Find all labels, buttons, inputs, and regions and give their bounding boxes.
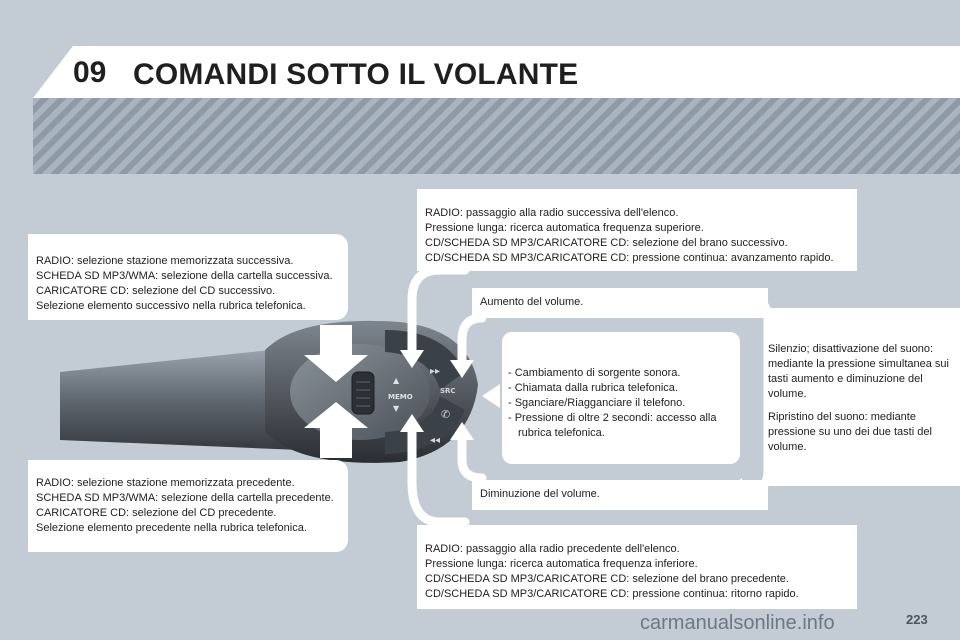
text-line: Selezione elemento precedente nella rubrica telefonica. [36, 522, 307, 534]
text-line: RADIO: passaggio alla radio successiva dell'elenco. [425, 207, 679, 219]
text-line: RADIO: selezione stazione memorizzata precedente. [36, 477, 295, 489]
svg-text:▼: ▼ [393, 404, 400, 413]
svg-text:SRC: SRC [440, 387, 456, 395]
svg-text:◂◂: ◂◂ [430, 435, 441, 446]
stalk-shaft [60, 348, 300, 450]
text-line: SCHEDA SD MP3/WMA: selezione della cartella successiva. [36, 270, 333, 282]
text-line: - Pressione di oltre 2 secondi: accesso alla rubrica telefonica. [508, 412, 717, 439]
text-line: SCHEDA SD MP3/WMA: selezione della cartella precedente. [36, 492, 334, 504]
label-next-memory [28, 234, 348, 320]
text-line: Aumento del volume. [480, 296, 584, 308]
text-line: - Sganciare/Riagganciare il telefono. [508, 397, 686, 409]
text-line: RADIO: passaggio alla radio precedente dell'elenco. [425, 543, 680, 555]
label-next-station [417, 189, 857, 271]
svg-text:▲: ▲ [393, 376, 400, 385]
text-line: - Chiamata dalla rubrica telefonica. [508, 382, 678, 394]
label-source-phone [502, 332, 740, 464]
svg-text:✆: ✆ [441, 408, 451, 421]
text-line: CD/SCHEDA SD MP3/CARICATORE CD: pressione continua: avanzamento rapido. [425, 252, 834, 264]
label-mute [765, 308, 960, 486]
text-line: Pressione lunga: ricerca automatica frequenza superiore. [425, 222, 704, 234]
text-line: CARICATORE CD: selezione del CD successivo. [36, 285, 276, 297]
text-line: Ripristino del suono: mediante pressione su uno dei due tasti del volume. [768, 411, 932, 453]
text-line: Pressione lunga: ricerca automatica frequenza inferiore. [425, 558, 698, 570]
text-line: CD/SCHEDA SD MP3/CARICATORE CD: pressione continua: ritorno rapido. [425, 588, 799, 600]
text-line: Silenzio; disattivazione del suono: mediante la pressione simultanea sui tasti aumento e diminuzione del volume. [768, 343, 949, 400]
svg-text:▸▸: ▸▸ [430, 366, 441, 377]
chapter-number: 09 [73, 56, 107, 89]
text-line: CD/SCHEDA SD MP3/CARICATORE CD: selezione del brano precedente. [425, 573, 789, 585]
text-line: Selezione elemento successivo nella rubrica telefonica. [36, 300, 306, 312]
label-prev-station [417, 525, 857, 609]
page-number: 223 [906, 612, 928, 627]
memo-wheel [352, 372, 374, 414]
svg-text:MEMO: MEMO [388, 393, 413, 401]
text-line: Diminuzione del volume. [480, 488, 600, 500]
text-line: CARICATORE CD: selezione del CD precedente. [36, 507, 277, 519]
page-title: COMANDI SOTTO IL VOLANTE [133, 58, 579, 91]
label-volume-up [472, 288, 768, 318]
text-line: CD/SCHEDA SD MP3/CARICATORE CD: selezione del brano successivo. [425, 237, 788, 249]
label-prev-memory [28, 460, 348, 552]
watermark: carmanualsonline.info [640, 612, 835, 634]
label-volume-down [472, 480, 768, 510]
text-line: - Cambiamento di sorgente sonora. [508, 367, 681, 379]
text-line: RADIO: selezione stazione memorizzata successiva. [36, 255, 294, 267]
